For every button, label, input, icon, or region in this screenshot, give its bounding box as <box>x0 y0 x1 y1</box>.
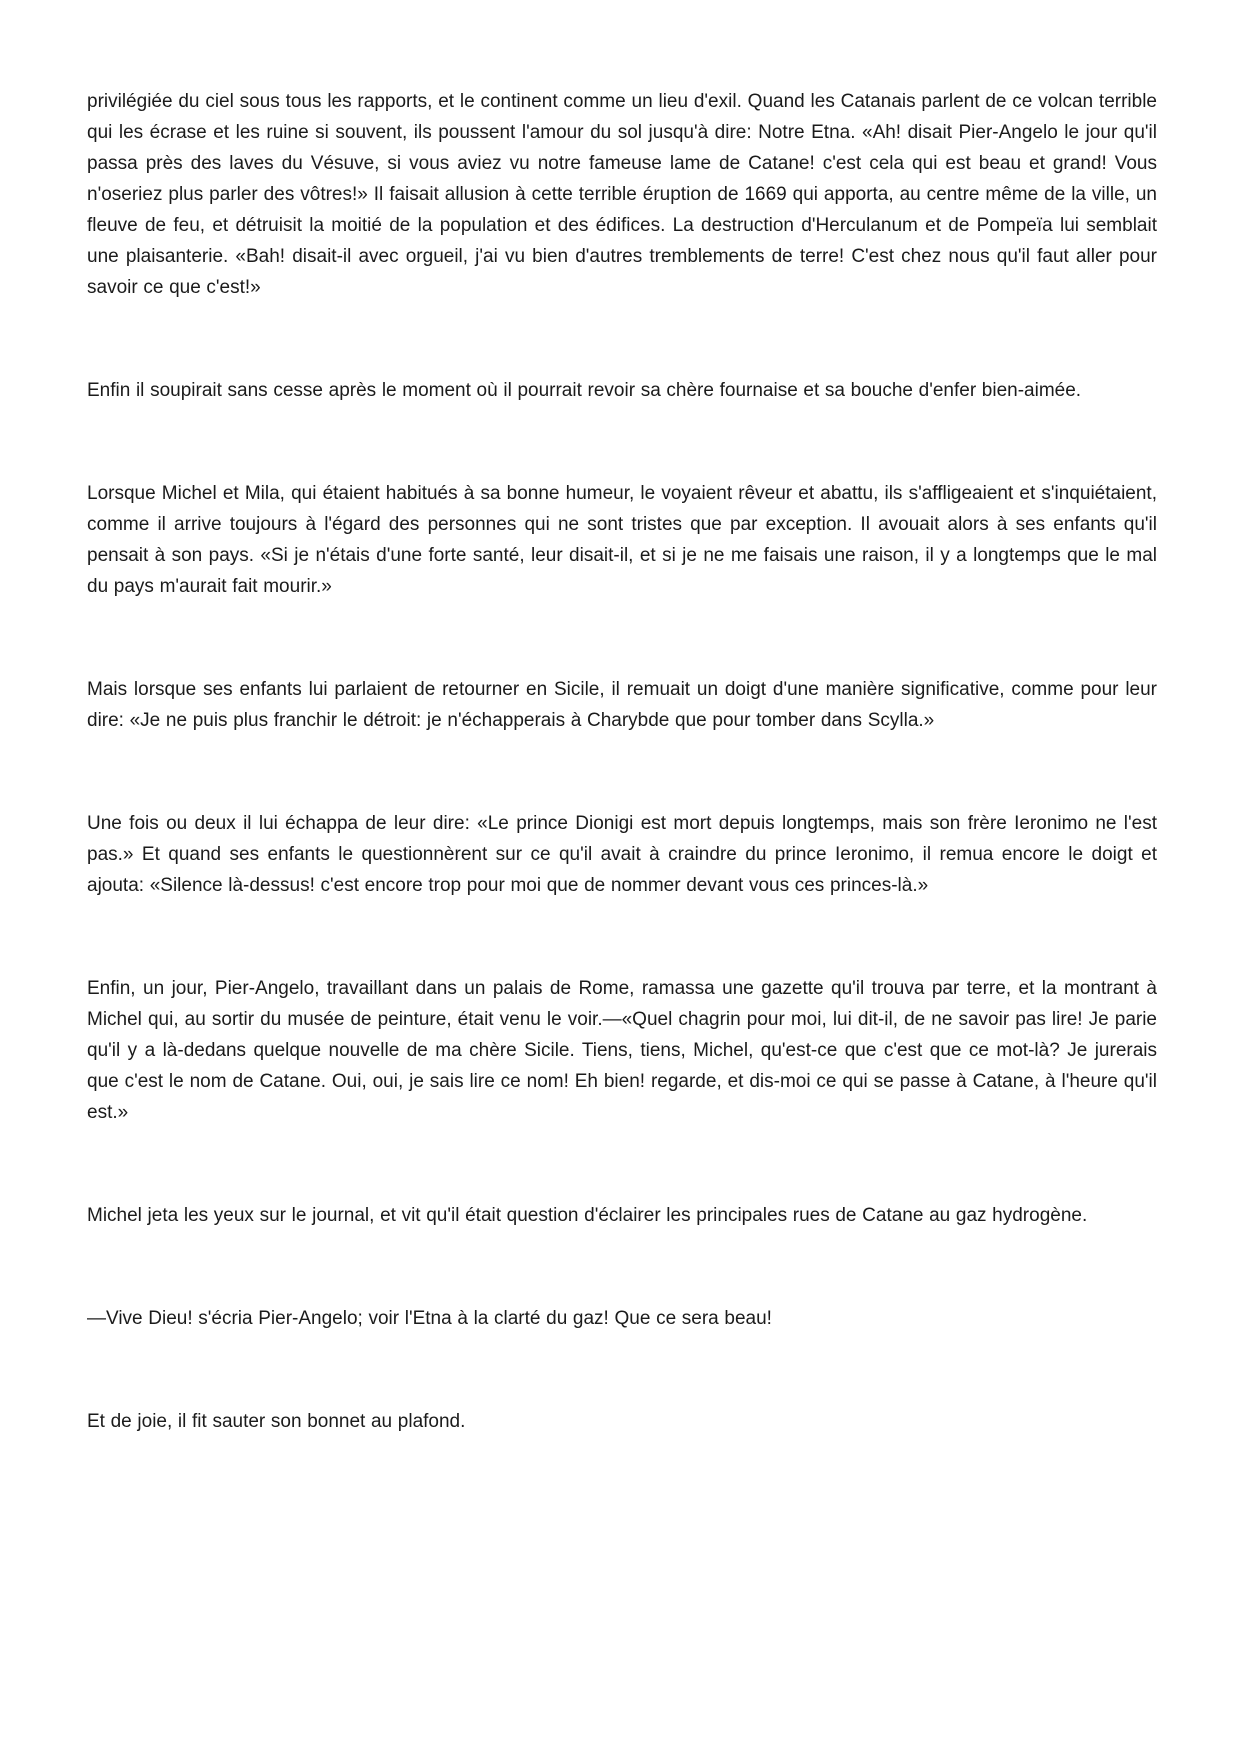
paragraph-6: Enfin, un jour, Pier-Angelo, travaillant dans un palais de Rome, ramassa une gazette qu'il trouva par terre, et la montrant à Michel qui, au sortir du musée de peinture, était venu le voir.—«Quel chagrin pour moi, lui dit-il, de ne savoir pas lire! Je parie qu'il y a là-dedans quelque nouvelle de ma chère Sicile. Tiens, tiens, Michel, qu'est-ce que c'est que ce mot-là? Je jurerais que c'est le nom de Catane. Oui, oui, je sais lire ce nom! Eh bien! regarde, et dis-moi ce qui se passe à Catane, à l'heure qu'il est.» <box>87 978 1157 1123</box>
paragraph-7: Michel jeta les yeux sur le journal, et vit qu'il était question d'éclairer les principales rues de Catane au gaz hydrogène. <box>87 1205 1088 1226</box>
paragraph-9: Et de joie, il fit sauter son bonnet au plafond. <box>87 1411 466 1432</box>
paragraph-3: Lorsque Michel et Mila, qui étaient habitués à sa bonne humeur, le voyaient rêveur et abattu, ils s'affligeaient et s'inquiétaient, comme il arrive toujours à l'égard des personnes qui ne sont tristes que par exception. Il avouait alors à ses enfants qu'il pensait à son pays. «Si je n'étais d'une forte santé, leur disait-il, et si je ne me faisais une raison, il y a longtemps que le mal du pays m'aurait fait mourir.» <box>87 483 1157 597</box>
paragraph-8: —Vive Dieu! s'écria Pier-Angelo; voir l'Etna à la clarté du gaz! Que ce sera beau! <box>87 1308 772 1329</box>
paragraph-1: privilégiée du ciel sous tous les rapports, et le continent comme un lieu d'exil. Quand les Catanais parlent de ce volcan terrible qui les écrase et les ruine si souvent, ils poussent l'amour du sol jusqu'à dire: Notre Etna. «Ah! disait Pier-Angelo le jour qu'il passa près des laves du Vésuve, si vous aviez vu notre fameuse lame de Catane! c'est cela qui est beau et grand! Vous n'oseriez plus parler des vôtres!» Il faisait allusion à cette terrible éruption de 1669 qui apporta, au centre même de la ville, un fleuve de feu, et détruisit la moitié de la population et des édifices. La destruction d'Herculanum et de Pompeïa lui semblait une plaisanterie. «Bah! disait-il avec orgueil, j'ai vu bien d'autres tremblements de terre! C'est chez nous qu'il faut aller pour savoir ce que c'est!» <box>87 91 1157 298</box>
paragraph-5: Une fois ou deux il lui échappa de leur dire: «Le prince Dionigi est mort depuis longtemps, mais son frère Ieronimo ne l'est pas.» Et quand ses enfants le questionnèrent sur ce qu'il avait à craindre du prince Ieronimo, il remua encore le doigt et ajouta: «Silence là-dessus! c'est encore trop pour moi que de nommer devant vous ces princes-là.» <box>87 813 1157 896</box>
paragraph-4: Mais lorsque ses enfants lui parlaient de retourner en Sicile, il remuait un doigt d'une manière significative, comme pour leur dire: «Je ne puis plus franchir le détroit: je n'échapperais à Charybde que pour tomber dans Scylla.» <box>87 679 1157 731</box>
paragraph-2: Enfin il soupirait sans cesse après le moment où il pourrait revoir sa chère fournaise et sa bouche d'enfer bien-aimée. <box>87 380 1082 401</box>
